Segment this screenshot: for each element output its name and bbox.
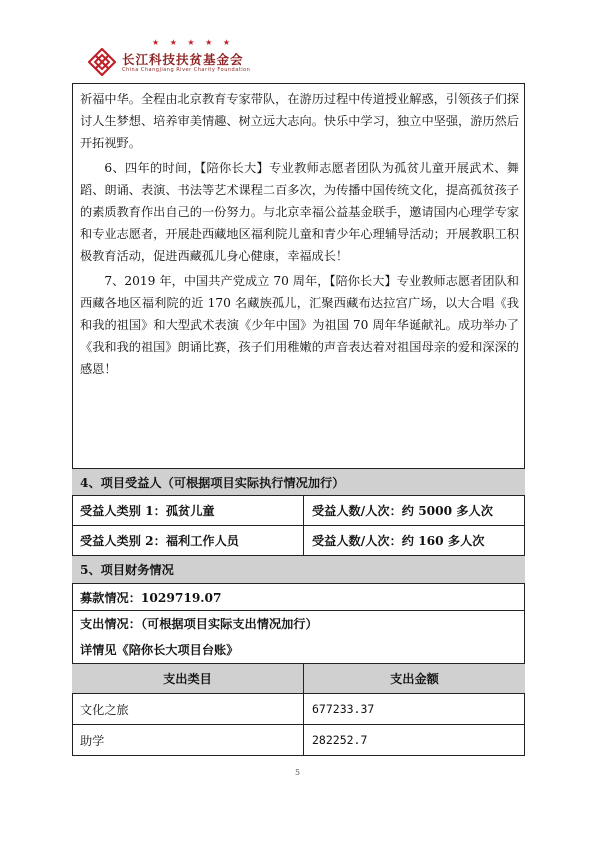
expense-detail: 详情见《陪你长大项目台账》 <box>80 642 239 657</box>
narrative-text <box>80 88 519 380</box>
expense-category-header: 支出类目 <box>163 672 212 686</box>
expense-category: 助学 <box>80 733 105 748</box>
paragraph-6: 6、四年的时间，【陪你长大】专业教师志愿者团队为孤贫儿童开展武术、舞蹈、朗诵、表演、书法等艺术课程二百多次，为传播中国传统文化，提高孤贫孩子的素质教育作出自己的一份努力。与北京幸福公益基金联手，邀请国内心理学专家和专业志愿者，开展赴西藏地区福利院儿童和青少年心理辅导活动；开展教职工积极教育活动，促进西藏孤儿身心健康，幸福成长！ <box>80 161 519 263</box>
expense-info-row <box>72 610 525 663</box>
beneficiary-category: 受益人类别 2：福利工作人员 <box>80 534 239 548</box>
column-divider <box>303 526 304 555</box>
paragraph-continued: 祈福中华。全程由北京教育专家带队，在游历过程中传道授业解惑，引领孩子们探讨人生梦想、培养审美情趣、树立远大志向。快乐中学习，独立中坚强，游历然后开拓视野。 <box>80 92 519 150</box>
section-4-header <box>72 468 525 495</box>
beneficiary-count: 受益人数/人次：约 5000 多人次 <box>312 504 493 518</box>
column-divider <box>303 725 304 755</box>
expense-amount: 282252.7 <box>312 733 368 747</box>
section-4-title: 4、项目受益人（可根据项目实际执行情况加行） <box>80 475 345 490</box>
org-name: 长江科技扶贫基金会 <box>122 52 244 67</box>
beneficiary-row <box>72 495 525 525</box>
beneficiary-category: 受益人类别 1：孤贫儿童 <box>80 504 215 518</box>
beneficiary-row <box>72 525 525 555</box>
page-number: 5 <box>294 768 301 777</box>
expense-table-header <box>72 663 525 693</box>
header-stars: ★ ★ ★ ★ ★ <box>152 38 235 47</box>
org-name-en: China Changjiang River Charity Foundation <box>122 67 251 73</box>
foundation-logo-icon <box>88 48 116 76</box>
expense-row <box>72 724 525 755</box>
table-bottom-border <box>72 755 525 756</box>
expense-title: 支出情况：（可根据项目实际支出情况加行） <box>80 616 318 631</box>
column-divider <box>303 694 304 724</box>
beneficiary-count: 受益人数/人次：约 160 多人次 <box>312 534 485 548</box>
fundraising-amount: 募款情况：1029719.07 <box>80 590 222 605</box>
expense-amount-header: 支出金额 <box>390 672 439 686</box>
section-5-title: 5、项目财务情况 <box>80 563 174 577</box>
org-header <box>88 38 388 84</box>
paragraph-7: 7、2019 年，中国共产党成立 70 周年，【陪你长大】专业教师志愿者团队和西藏各地区福利院的近 170 名藏族孤儿，汇聚西藏布达拉宫广场，以大合唱《我和我的祖国》和大型武术表演《少年中国》为祖国 70 周年华诞献礼。成功举办了《我和我的祖国》朗诵比赛，孩子们用稚嫩的声音表达着对祖国母亲的爱和深深的感恩！ <box>80 274 519 376</box>
expense-category: 文化之旅 <box>80 702 129 717</box>
column-divider <box>303 496 304 525</box>
fundraising-row <box>72 583 525 610</box>
section-5-header <box>72 555 525 583</box>
expense-amount: 677233.37 <box>312 702 375 716</box>
expense-row <box>72 693 525 724</box>
